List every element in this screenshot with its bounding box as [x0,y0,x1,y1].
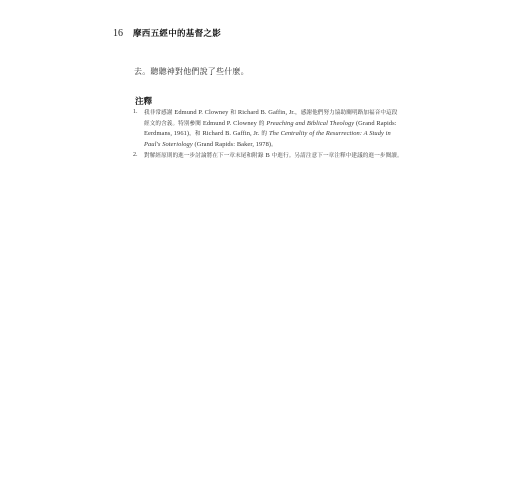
latin-text-run: (Grand Rapids: Baker, 1978) [192,140,272,148]
text-run: 的 [259,131,269,137]
footnote [133,151,403,162]
notes-list [133,108,403,163]
latin-text-run: Richard B. Gaffin, Jr. [237,109,295,116]
cited-work-title: The Centrality of the Resurrection: A Study in Paul's Soteriology [144,130,391,148]
footnote-text [144,151,403,162]
latin-text-run: Edmund P. Clowney [202,119,257,127]
latin-text-run: Edmund P. Clowney [174,109,229,116]
text-run: 的 [256,120,267,127]
page-number: 16 [113,28,123,39]
latin-text-run: (Grand Rapids: Eerdmans, 1961) [144,119,397,137]
footnote [133,108,403,150]
latin-text-run: B [265,152,270,159]
running-header [113,27,221,39]
notes-heading: 注釋 [135,97,153,107]
text-run: 。 [271,141,277,148]
footnote-number: 1. [133,109,138,115]
text-run: 中進行。另請注意下一章注釋中建議的進一步閱讀。 [269,153,403,159]
footnote-text [144,108,403,150]
book-title: 摩西五經中的基督之影 [133,29,222,39]
footnote-number: 2. [133,152,138,158]
latin-text-run: Richard B. Gaffin, Jr. [202,130,260,137]
text-run: ，感謝他們努力協助闡明路加福音中這段經文的含義。特別參閱 [144,110,398,127]
body-text: 去。聽聽神對他們說了些什麼。 [134,67,249,76]
text-run: ，和 [189,131,203,137]
cited-work-title: Preaching and Biblical Theology [266,119,355,127]
text-run: 對解經原則的進一步討論將在下一章末尾和附錄 [144,153,266,159]
text-run: 和 [228,110,238,116]
text-run: 我非常感謝 [144,110,175,116]
